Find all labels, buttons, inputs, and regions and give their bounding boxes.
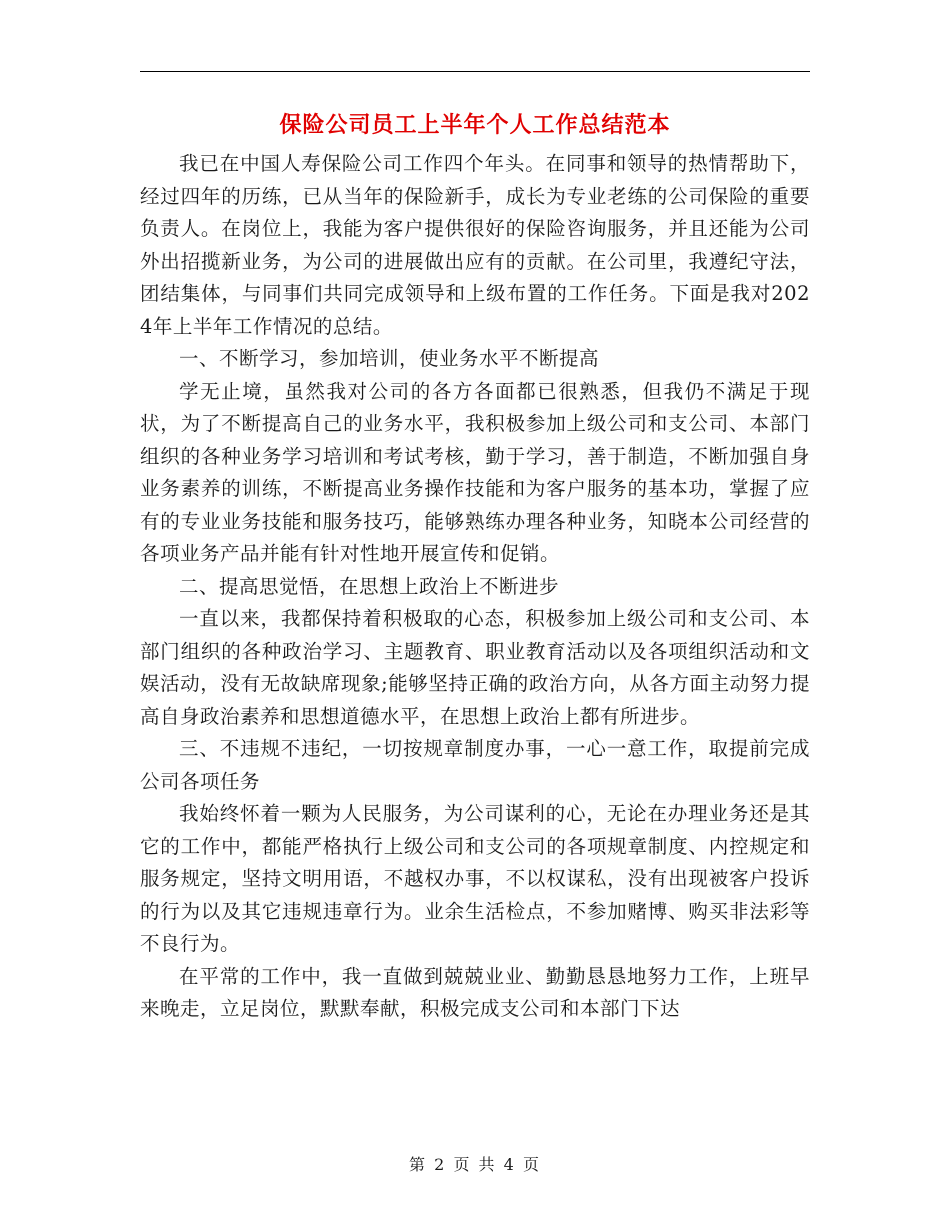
footer-suffix: 页	[522, 1155, 541, 1174]
footer-prefix: 第	[409, 1155, 428, 1174]
footer-page-word: 页	[453, 1155, 472, 1174]
section-heading-1: 一、不断学习，参加培训，使业务水平不断提高	[179, 347, 600, 370]
paragraph-section-1: 学无止境，虽然我对公司的各方各面都已很熟悉，但我仍不满足于现状，为了不断提高自己的业务水平，我积极参加上级公司和支公司、本部门组织的各种业务学习培训和考试考核，勤于学习，善于制造，不断加强自身业务素养的训练，不断提高业务操作技能和为客户服务的基本功，掌握了应有的专业业务技能和服务技巧，能够熟练办理各种业务，知晓本公司经营的各项业务产品并能有针对性地开展宣传和促销。	[140, 379, 810, 565]
page-footer	[0, 1154, 950, 1176]
section-heading-3: 三、不违规不违纪，一切按规章制度办事，一心一意工作，取提前完成公司各项任务	[140, 737, 810, 793]
paragraph-intro: 我已在中国人寿保险公司工作四个年头。在同事和领导的热情帮助下，经过四年的历练，已从当年的保险新手，成长为专业老练的公司保险的重要负责人。在岗位上，我能为客户提供很好的保险咨询服务，并且还能为公司外出招揽新业务，为公司的进展做出应有的贡献。在公司里，我遵纪守法，团结集体，与同事们共同完成领导和上级布置的工作任务。下面是我对2024年上半年工作情况的总结。	[140, 152, 810, 338]
header-rule	[140, 71, 810, 72]
footer-total-prefix: 共	[478, 1155, 497, 1174]
footer-total-pages: 4	[503, 1155, 516, 1174]
paragraph-continued: 在平常的工作中，我一直做到兢兢业业、勤勤恳恳地努力工作，上班早来晚走，立足岗位，默默奉献，积极完成支公司和本部门下达	[140, 964, 810, 1020]
document-body	[140, 148, 810, 1108]
footer-current-page: 2	[434, 1155, 447, 1174]
document-title: 保险公司员工上半年个人工作总结范本	[279, 113, 671, 138]
section-heading-2: 二、提高思觉悟，在思想上政治上不断进步	[179, 574, 560, 598]
paragraph-section-3: 我始终怀着一颗为人民服务，为公司谋利的心，无论在办理业务还是其它的工作中，都能严格执行上级公司和支公司的各项规章制度、内控规定和服务规定，坚持文明用语，不越权办事，不以权谋私，没有出现被客户投诉的行为以及其它违规违章行为。业余生活检点，不参加赌博、购买非法彩等不良行为。	[140, 802, 810, 955]
paragraph-section-2: 一直以来，我都保持着积极取的心态，积极参加上级公司和支公司、本部门组织的各种政治学习、主题教育、职业教育活动以及各项组织活动和文娱活动，没有无故缺席现象;能够坚持正确的政治方向，从各方面主动努力提高自身政治素养和思想道德水平，在思想上政治上都有所进步。	[140, 607, 810, 728]
